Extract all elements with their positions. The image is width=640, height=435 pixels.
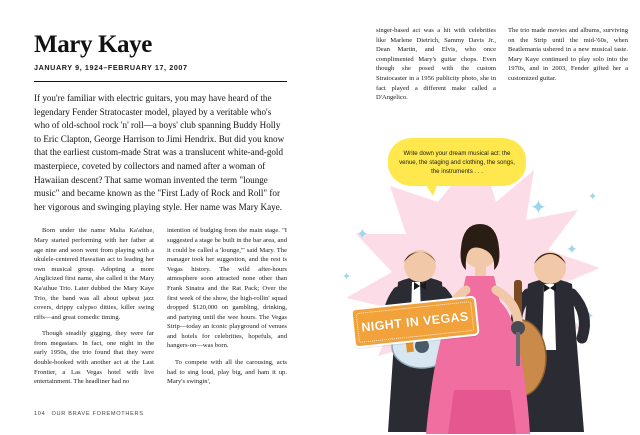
- body-column-1: [34, 226, 154, 394]
- star-icon: ✦: [584, 309, 595, 323]
- paragraph: intention of budging from the main stage. "I suggested a stage be built in the bar area, and it could be called a 'lounge,'" said Mary. The manager took her suggestion, and the rest is Vegas history. The wild after-hours atmosphere soon attracted none other than Frank Sinatra and the Rat Pack; Over the first week of the show, the high-rollin' squad dropped $120,000 on gambling, drinking, and partying until the wee hours. The Vegas Strip—today an iconic playground of venues and hotels for celebrities, hopefuls, and hangers-on—was born.: [167, 227, 287, 350]
- body-columns: [34, 226, 287, 394]
- intro-paragraph: If you're familiar with electric guitars, you may have heard of the legendary Fender Stratocaster model, played by a veritable who's who of old-school rock 'n' roll—a boys' club spanning Buddy Holly to Eric Clapton, George Harrison to Jimi Hendrix. But did you know that the earliest custom-made Strat was a translucent white-and-gold masterpiece, coveted by collectors and named after a woman of Hawaiian descent? That same woman invented the term "lounge music" and became known as the "First Lady of Rock and Roll" for her vigorous and swinging playing style. Her name was Mary Kaye.: [34, 93, 285, 212]
- illustration: [320, 132, 640, 435]
- paragraph: singer-based act was a hit with celebrities like Marlene Dietrich, Sammy Davis Jr., Dean Martin, and Elvis, who once complimented Mary's guitar chops. Even though she posed with the custom Stratocaster in a 1956 publicity photo, she in fact played a different make called a D'Angelico.: [376, 27, 496, 102]
- paragraph: Born under the name Malia Ka'aihue, Mary started performing with her father at age nine and soon went from playing with a ukulele-centered Hawaiian act to leading her own musical group. Adopting a more Anglicized first name, she called it the Mary Ka'aihue Trio. Later dubbed the Mary Kaye Trio, the band was all about upbeat jazz covers, drippy calypso ditties, killer swing riffs—and great comedic timing.: [34, 227, 154, 321]
- paragraph: To compete with all the carousing, acts had to sing loud, play big, and ham it up. Mary's swingin',: [167, 359, 287, 386]
- book-title: OUR BRAVE FOREMOTHERS: [51, 411, 144, 417]
- title-divider: [34, 81, 287, 82]
- body-column-2: [167, 226, 287, 394]
- life-dates: JANUARY 9, 1924–FEBRUARY 17, 2007: [34, 63, 188, 72]
- paragraph: Though steadily gigging, they were far from megastars. In fact, one night in the early 1950s, the trio found that they were double-booked with another act at the Last Frontier, a Las Vegas hotel with live entertainment. The headliner had no: [34, 330, 154, 386]
- star-icon: ✦: [566, 243, 578, 258]
- right-body-columns: [376, 26, 640, 110]
- page-number: 104: [34, 411, 46, 417]
- right-column-2: [508, 26, 628, 110]
- star-icon: ✦: [588, 191, 598, 203]
- right-column-1: [376, 26, 496, 110]
- page-title: Mary Kaye: [34, 31, 152, 58]
- right-page: [320, 0, 640, 435]
- prompt-callout-text: Write down your dream musical act: the venue, the staging and clothing, the songs, the instruments . . .: [399, 149, 515, 175]
- page-footer: [34, 411, 144, 417]
- star-icon: ✦: [356, 227, 369, 243]
- prompt-callout: [388, 138, 526, 186]
- paragraph: The trio made movies and albums, surviving on the Strip until the mid-'60s, when Beatlemania ushered in a new musical taste. Mary Kaye continued to play solo into the 1970s, and in 2003, Fender gifted her a customized guitar.: [508, 27, 628, 82]
- neon-sign-label: NIGHT IN VEGAS: [360, 309, 470, 335]
- star-icon: ✦: [342, 271, 352, 283]
- star-icon: ✦: [530, 197, 547, 219]
